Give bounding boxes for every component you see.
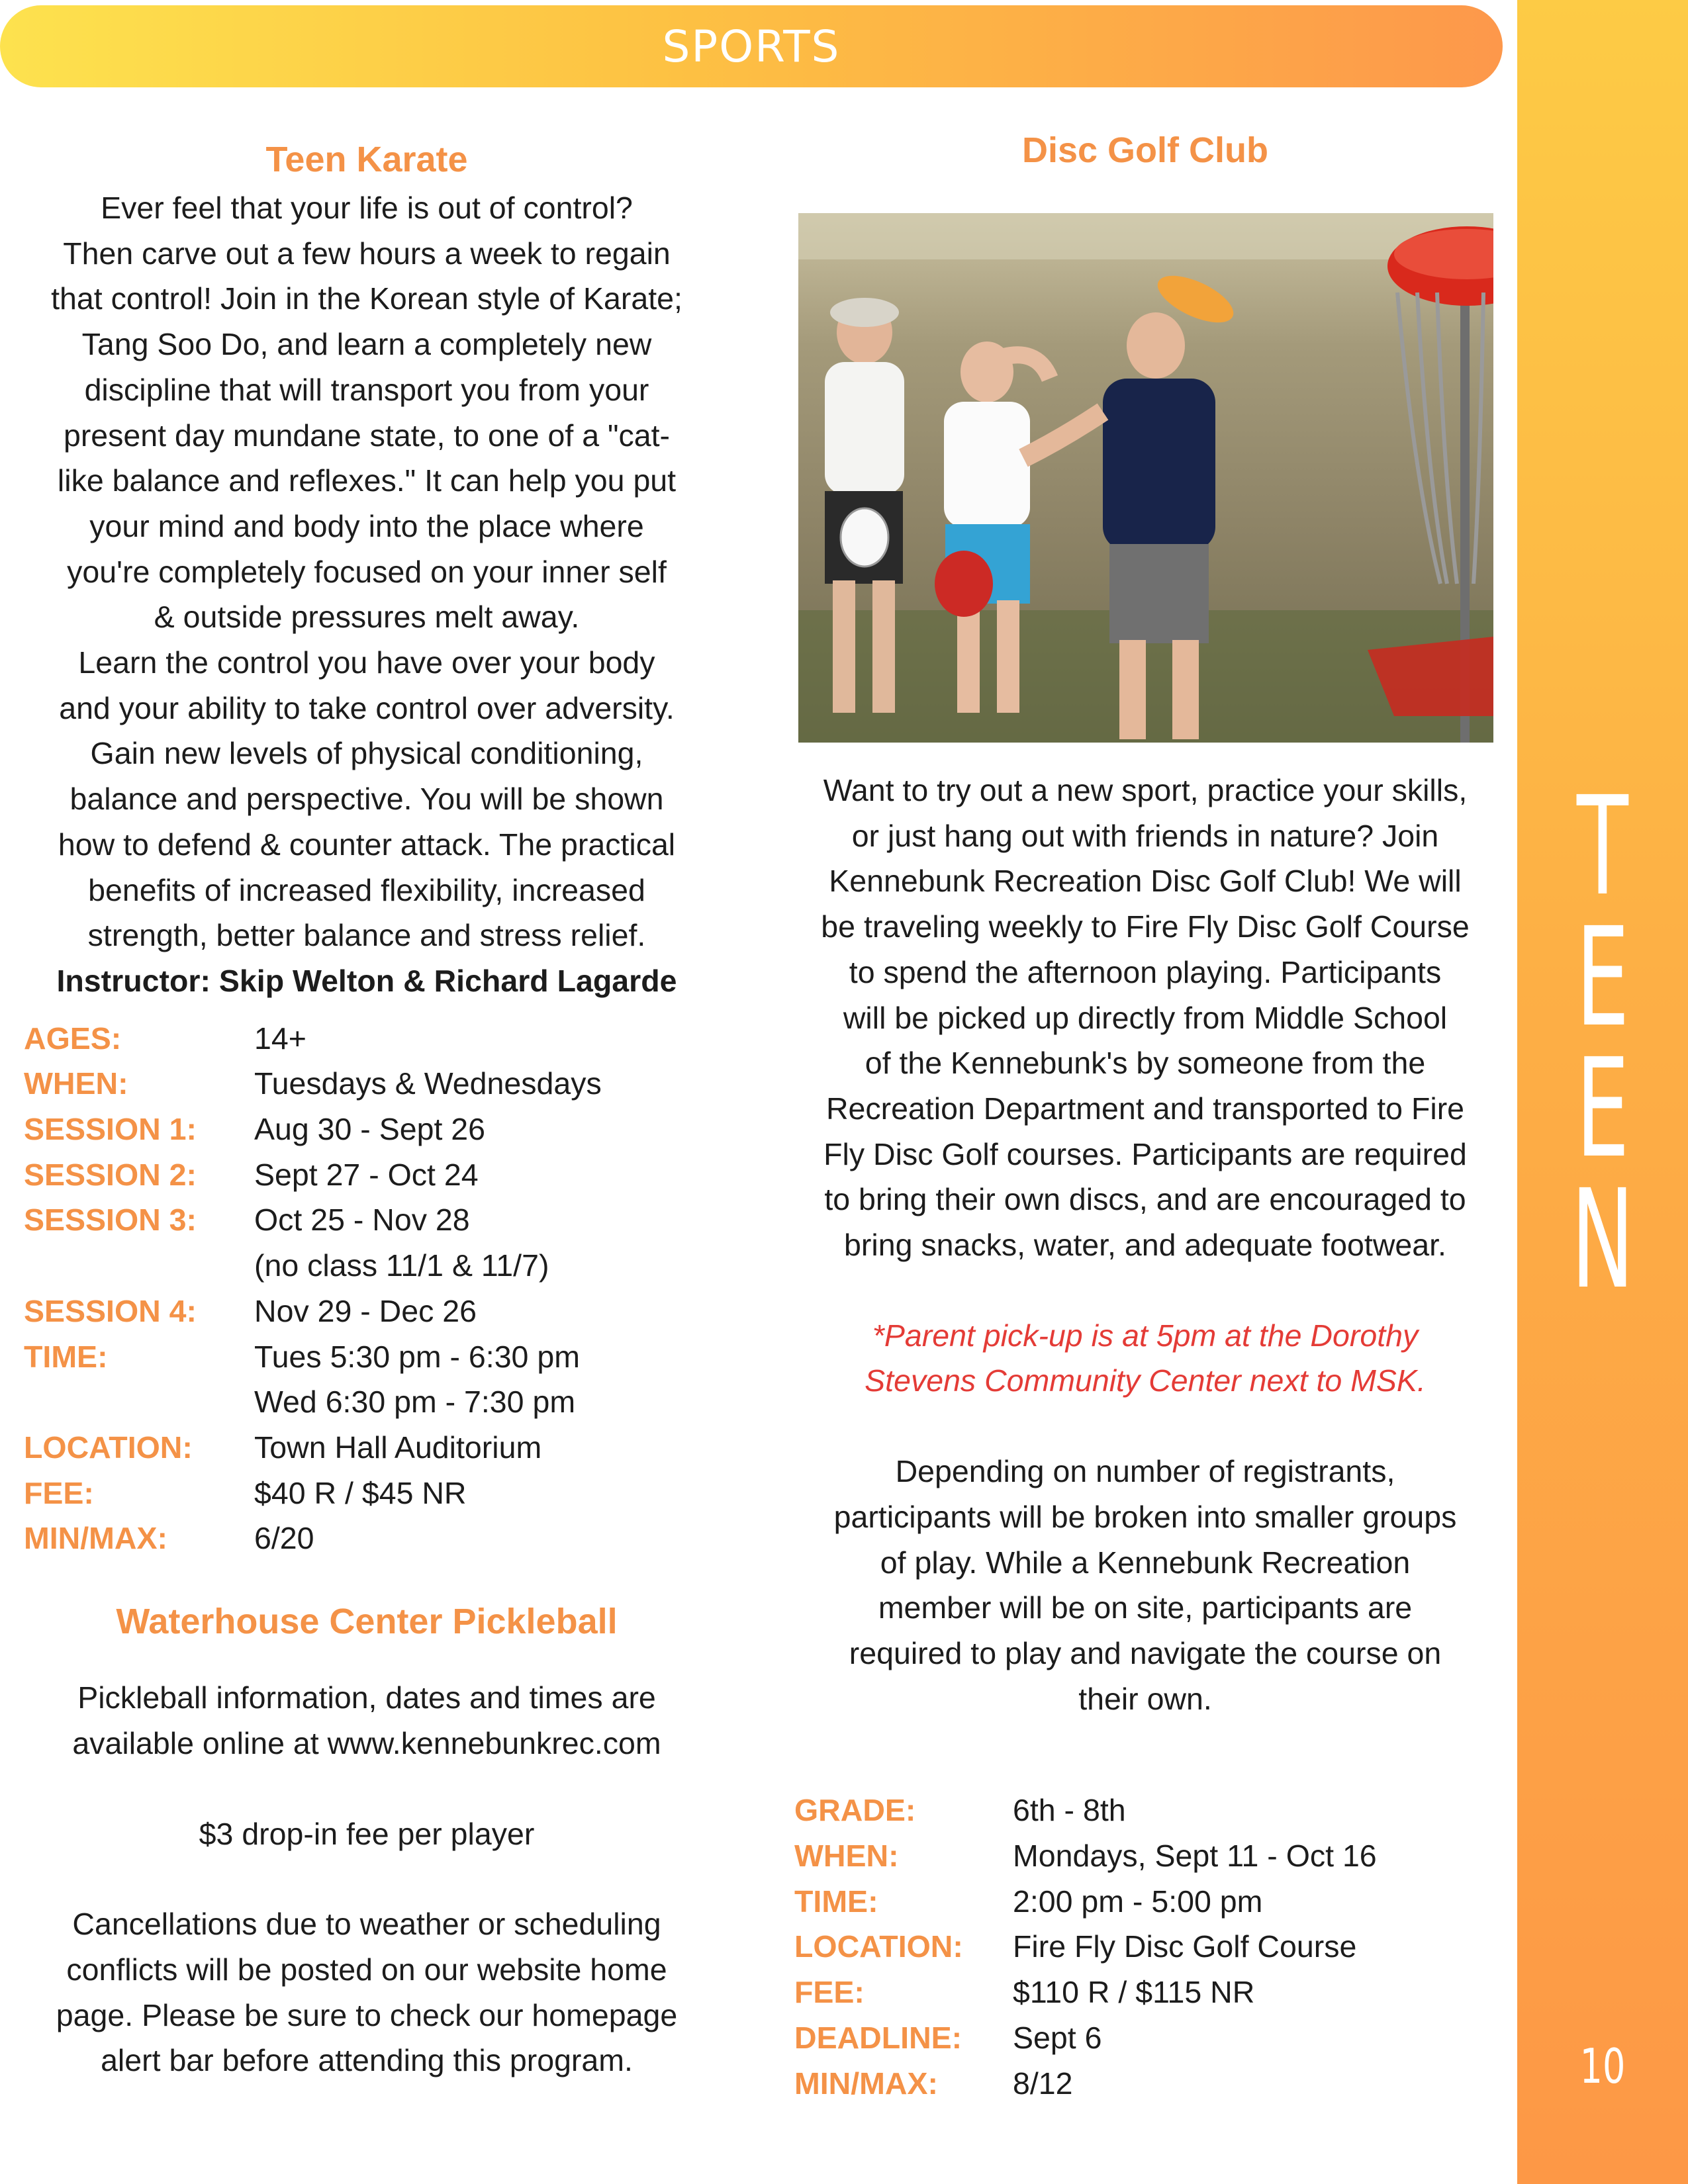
text-line: like balance and reflexes." It can help you put — [57, 463, 677, 498]
text-line: page. Please be sure to check our homepage — [56, 1997, 678, 2032]
info-label: SESSION 4: — [24, 1293, 197, 1328]
info-row — [24, 1243, 710, 1289]
info-row — [794, 1970, 1496, 2015]
info-row — [794, 2015, 1496, 2061]
text-line: Tang Soo Do, and learn a completely new — [81, 327, 652, 362]
disc-golf-description — [794, 768, 1496, 1268]
info-row — [24, 1334, 710, 1380]
side-letter: E — [1575, 898, 1630, 1057]
info-row — [24, 1425, 710, 1471]
side-tab — [1517, 0, 1688, 2184]
text-line: member will be on site, participants are — [878, 1590, 1413, 1625]
info-value: Wed 6:30 pm - 7:30 pm — [254, 1385, 576, 1420]
info-row — [794, 2061, 1496, 2107]
section-header-bar — [0, 5, 1503, 87]
info-value: 14+ — [254, 1021, 306, 1056]
info-label — [24, 1243, 254, 1289]
karate-description — [24, 185, 710, 958]
text-line: how to defend & counter attack. The practical — [58, 827, 676, 862]
info-label: GRADE: — [794, 1793, 916, 1828]
text-line: strength, better balance and stress relief. — [87, 918, 646, 953]
info-label: SESSION 3: — [24, 1203, 197, 1238]
info-label: DEADLINE: — [794, 2020, 962, 2055]
text-line: Cancellations due to weather or scheduling — [72, 1907, 661, 1942]
info-label: MIN/MAX: — [794, 2066, 938, 2101]
text-line: Pickleball information, dates and times are — [77, 1680, 656, 1715]
info-label: FEE: — [794, 1975, 865, 2010]
info-value: 8/12 — [1013, 2066, 1073, 2101]
text-line: benefits of increased flexibility, increased — [88, 872, 645, 907]
text-line: be traveling weekly to Fire Fly Disc Golf Course — [821, 909, 1470, 944]
info-row — [24, 1471, 710, 1516]
text-line: available online at www.kennebunkrec.com — [72, 1725, 661, 1760]
info-row — [24, 1289, 710, 1334]
karate-instructor: Instructor: Skip Welton & Richard Lagarde — [56, 963, 677, 998]
info-row — [24, 1516, 710, 1561]
text-line: their own. — [1078, 1681, 1212, 1716]
text-line: participants will be broken into smaller groups — [833, 1499, 1457, 1534]
info-row — [24, 1152, 710, 1198]
info-label: TIME: — [794, 1884, 878, 1919]
karate-title: Teen Karate — [265, 140, 468, 179]
side-tab-letters — [1517, 767, 1688, 1319]
info-value: Fire Fly Disc Golf Course — [1013, 1929, 1357, 1964]
note-line: *Parent pick-up is at 5pm at the Dorothy — [872, 1318, 1419, 1353]
info-value: $40 R / $45 NR — [254, 1475, 467, 1510]
info-value: 6th - 8th — [1013, 1793, 1126, 1828]
info-row — [794, 1879, 1496, 1925]
note-line: Stevens Community Center next to MSK. — [865, 1363, 1426, 1398]
text-line: discipline that will transport you from your — [84, 372, 649, 407]
text-line: present day mundane state, to one of a "cat- — [63, 418, 671, 453]
info-label — [24, 1379, 254, 1425]
groups-text — [794, 1449, 1496, 1721]
info-value: Tuesdays & Wednesdays — [254, 1066, 602, 1101]
info-row — [24, 1061, 710, 1107]
info-value: Town Hall Auditorium — [254, 1430, 542, 1465]
text-line: to bring their own discs, and are encouraged to — [824, 1182, 1466, 1217]
info-label: TIME: — [24, 1339, 108, 1374]
info-label: WHEN: — [794, 1839, 899, 1874]
info-value: Sept 27 - Oct 24 — [254, 1157, 479, 1192]
pickleball-info — [24, 1675, 710, 1766]
text-line: & outside pressures melt away. — [154, 600, 580, 635]
info-label: MIN/MAX: — [24, 1521, 167, 1556]
page-number: 10 — [1579, 2038, 1626, 2094]
info-row — [794, 1788, 1496, 1833]
info-row — [794, 1924, 1496, 1970]
disc-golf-title: Disc Golf Club — [1021, 130, 1268, 170]
side-letter: N — [1571, 1160, 1634, 1319]
info-label: SESSION 2: — [24, 1157, 197, 1192]
info-value: 2:00 pm - 5:00 pm — [1013, 1884, 1263, 1919]
info-value: Aug 30 - Sept 26 — [254, 1112, 485, 1147]
text-line: that control! Join in the Korean style of Karate; — [51, 281, 682, 316]
info-label: LOCATION: — [794, 1929, 963, 1964]
text-line: Ever feel that your life is out of control? — [101, 191, 633, 225]
text-line: you're completely focused on your inner self — [67, 554, 667, 589]
info-value: Tues 5:30 pm - 6:30 pm — [254, 1339, 580, 1374]
text-line: Gain new levels of physical conditioning, — [90, 736, 643, 771]
info-row — [24, 1197, 710, 1243]
info-value: Oct 25 - Nov 28 — [254, 1203, 470, 1238]
info-row — [24, 1107, 710, 1152]
info-value: Nov 29 - Dec 26 — [254, 1293, 477, 1328]
right-column — [794, 130, 1496, 2106]
info-value: Mondays, Sept 11 - Oct 16 — [1013, 1839, 1377, 1874]
karate-info-table — [24, 1016, 710, 1561]
text-line: of the Kennebunk's by someone from the — [865, 1046, 1426, 1081]
text-line: Depending on number of registrants, — [895, 1454, 1395, 1489]
info-value: (no class 11/1 & 11/7) — [254, 1248, 549, 1283]
text-line: or just hang out with friends in nature? Join — [851, 818, 1439, 853]
text-line: balance and perspective. You will be shown — [70, 782, 664, 817]
text-line: Want to try out a new sport, practice your skills, — [823, 773, 1468, 807]
info-label: FEE: — [24, 1475, 94, 1510]
text-line: will be picked up directly from Middle School — [843, 1000, 1448, 1035]
text-line: conflicts will be posted on our website home — [66, 1952, 667, 1987]
text-line: Then carve out a few hours a week to regain — [63, 236, 671, 271]
pickup-note — [794, 1313, 1496, 1404]
text-line: your mind and body into the place where — [89, 508, 644, 543]
info-row — [24, 1016, 710, 1062]
info-label: SESSION 1: — [24, 1112, 197, 1147]
left-column — [24, 139, 710, 2083]
info-row — [24, 1379, 710, 1425]
text-line: alert bar before attending this program. — [101, 2043, 633, 2078]
pickleball-cancellations — [24, 1901, 710, 2083]
text-line: Fly Disc Golf courses. Participants are required — [823, 1136, 1467, 1171]
text-line: $3 drop-in fee per player — [199, 1816, 535, 1851]
info-value: 6/20 — [254, 1521, 314, 1556]
disc-golf-photo — [798, 213, 1493, 743]
info-label: AGES: — [24, 1021, 122, 1056]
text-line: required to play and navigate the course on — [849, 1635, 1442, 1670]
info-label: LOCATION: — [24, 1430, 193, 1465]
text-line: Recreation Department and transported to Fire — [825, 1091, 1465, 1126]
pickleball-fee — [24, 1811, 710, 1857]
disc-golf-photo-illustration — [798, 213, 1493, 743]
text-line: of play. While a Kennebunk Recreation — [880, 1545, 1411, 1580]
text-line: and your ability to take control over adversity. — [59, 690, 675, 725]
info-row — [794, 1833, 1496, 1879]
text-line: Learn the control you have over your body — [78, 645, 655, 680]
side-letter: T — [1576, 767, 1629, 926]
text-line: bring snacks, water, and adequate footwear. — [844, 1228, 1446, 1263]
text-line: to spend the afternoon playing. Participants — [849, 954, 1442, 989]
disc-golf-info-table — [794, 1788, 1496, 2106]
section-title: SPORTS — [662, 21, 841, 72]
side-letter: E — [1575, 1029, 1630, 1188]
info-label: WHEN: — [24, 1066, 128, 1101]
info-value: $110 R / $115 NR — [1013, 1975, 1255, 2010]
text-line: Kennebunk Recreation Disc Golf Club! We will — [829, 864, 1462, 899]
pickleball-title: Waterhouse Center Pickleball — [116, 1602, 618, 1642]
info-value: Sept 6 — [1013, 2020, 1102, 2055]
